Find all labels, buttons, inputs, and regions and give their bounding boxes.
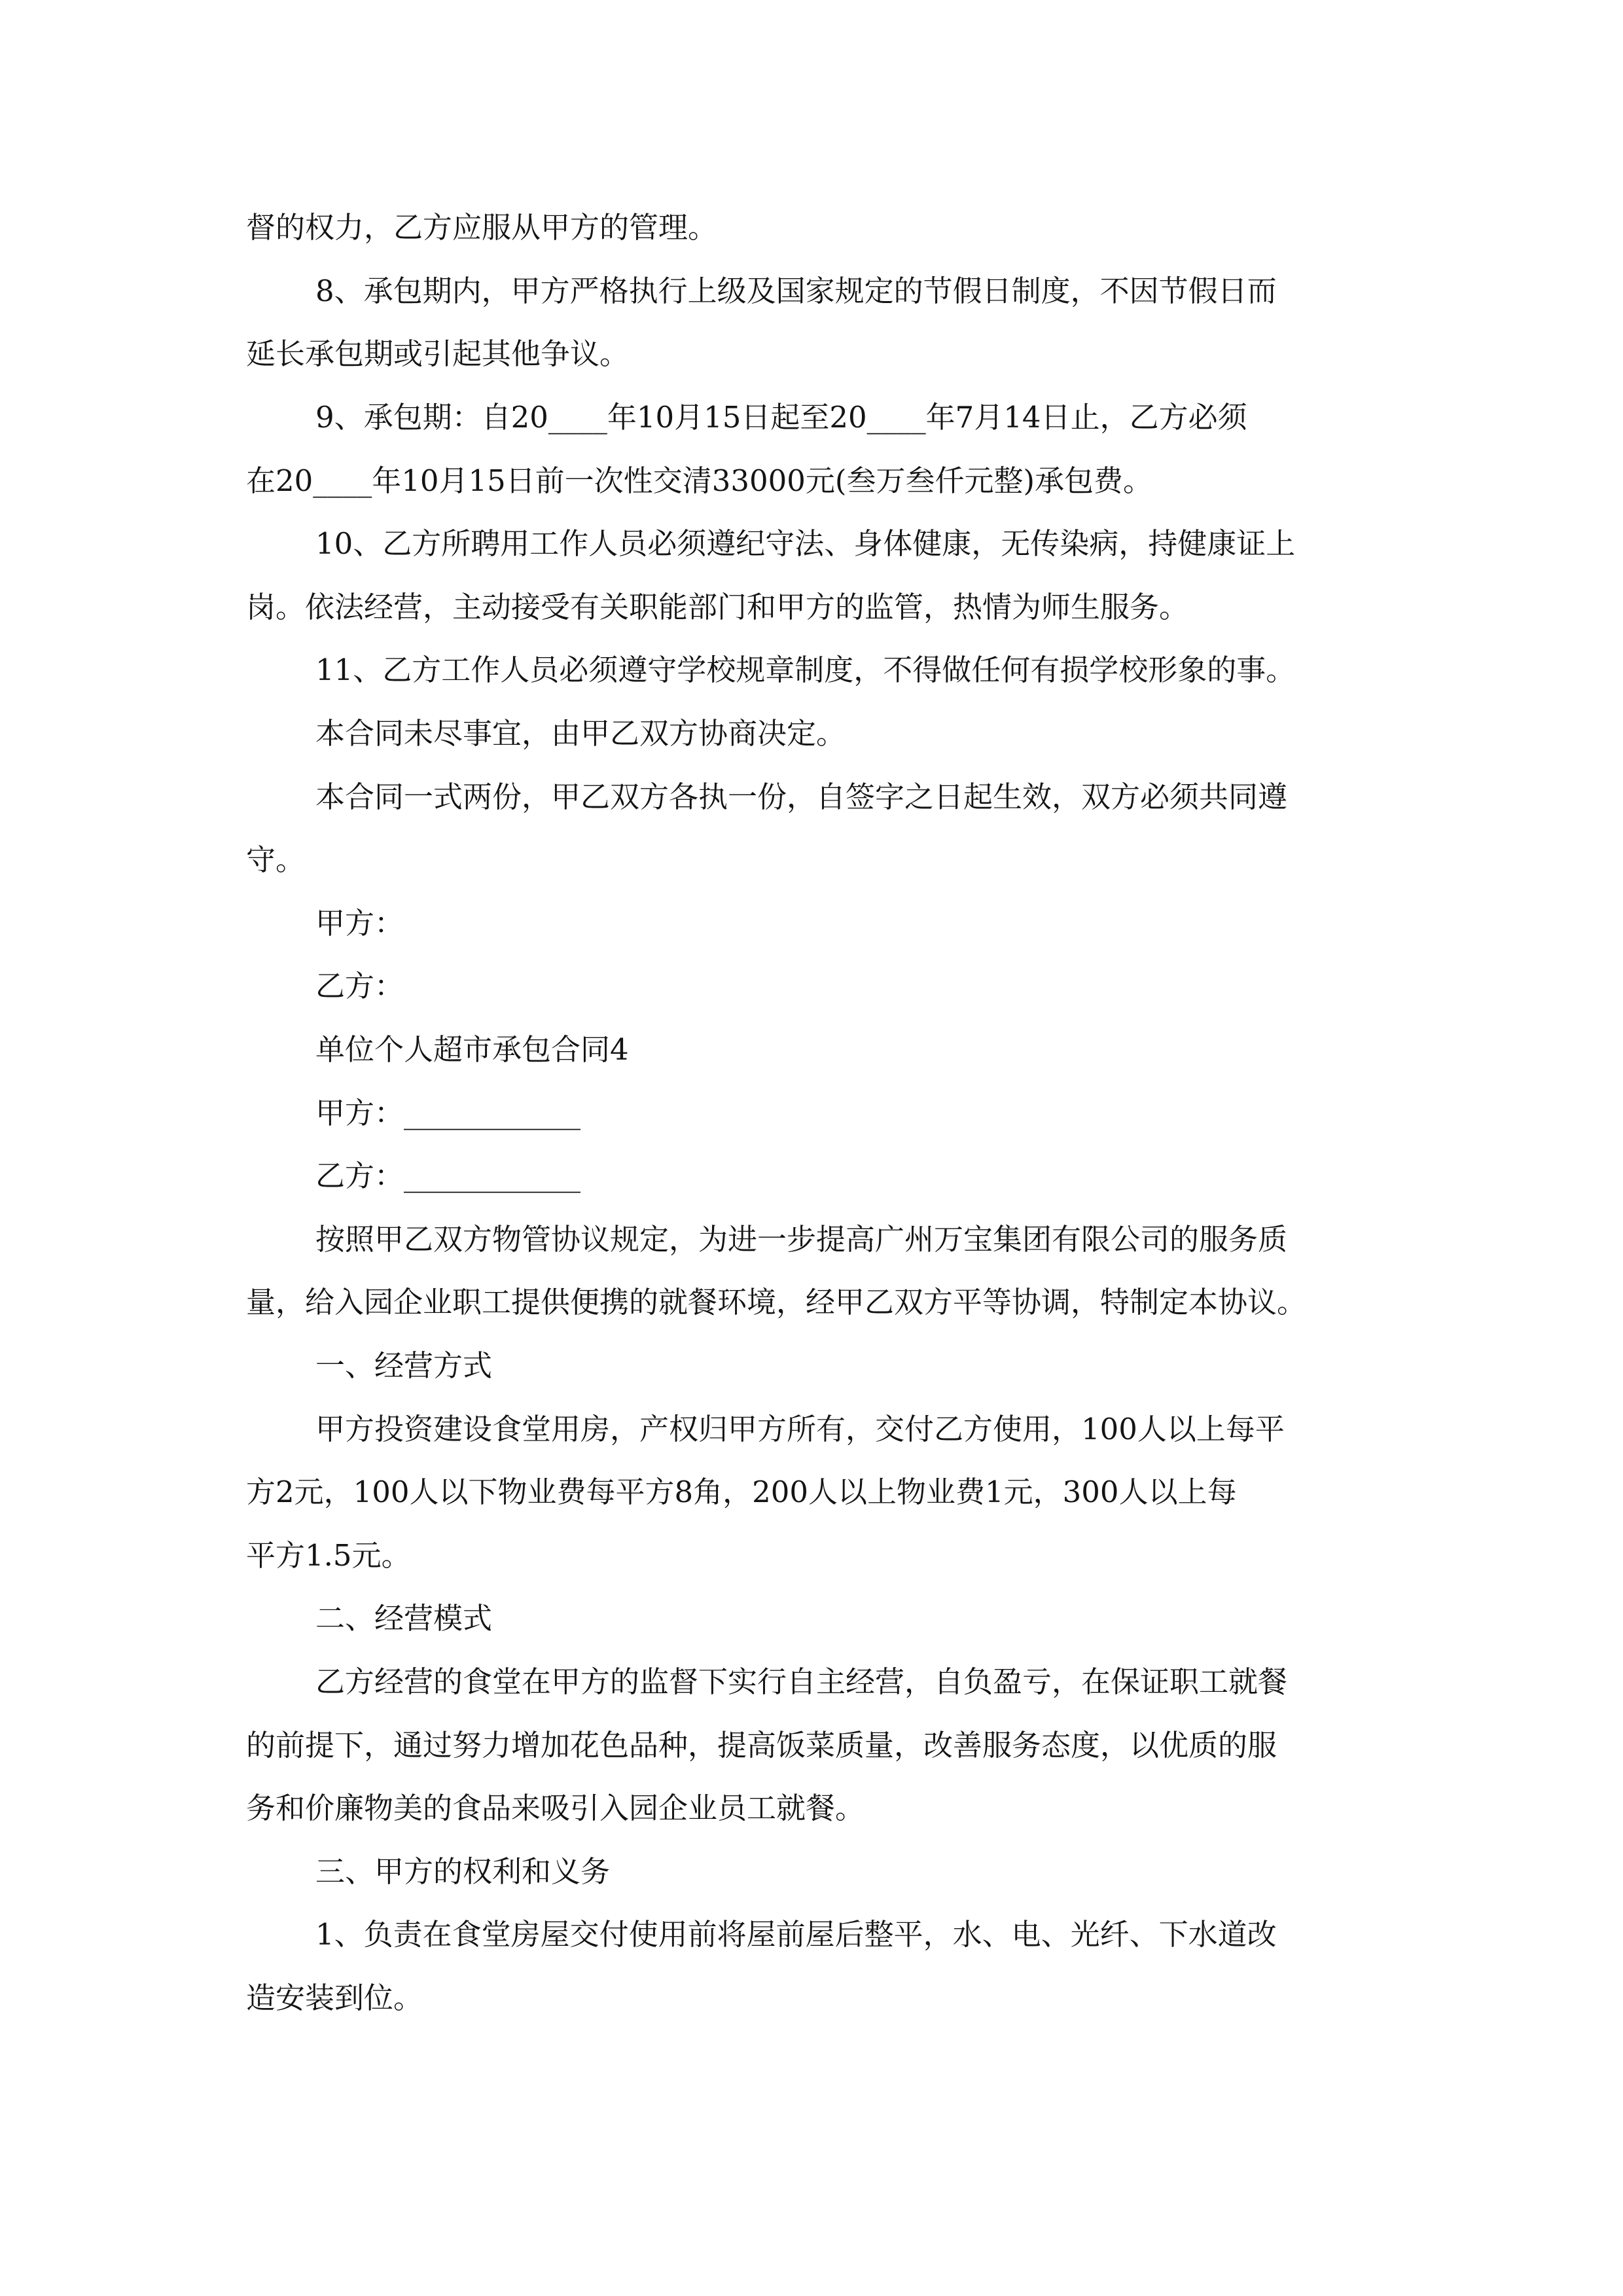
text-line: 1、负责在食堂房屋交付使用前将屋前屋后整平，水、电、光纤、下水道改 — [315, 1917, 1277, 1952]
section-heading-1: 一、经营方式 — [315, 1348, 493, 1383]
party-b-signature-label: 乙方： — [315, 969, 404, 1003]
section-heading-3: 三、甲方的权利和义务 — [315, 1854, 611, 1889]
text-line: 方2元，100人以下物业费每平方8角，200人以上物业费1元，300人以上每 — [246, 1475, 1237, 1509]
text-line: 在20____年10月15日前一次性交清33000元(叁万叁仟元整)承包费。 — [246, 463, 1153, 498]
clause-10-line: 10、乙方所聘用工作人员必须遵纪守法、身体健康，无传染病，持健康证上 — [315, 526, 1296, 561]
text-line: 乙方经营的食堂在甲方的监督下实行自主经营，自负盈亏，在保证职工就餐 — [315, 1664, 1288, 1699]
text-line: 岗。依法经营，主动接受有关职能部门和甲方的监管，热情为师生服务。 — [246, 590, 1189, 624]
party-a-signature-label: 甲方： — [315, 906, 404, 941]
section-heading-2: 二、经营模式 — [315, 1601, 493, 1636]
clause-9-line: 9、承包期：自20____年10月15日起至20____年7月14日止，乙方必须 — [315, 400, 1247, 435]
clause-8-line: 8、承包期内，甲方严格执行上级及国家规定的节假日制度，不因节假日而 — [315, 274, 1277, 308]
text-line: 督的权力，乙方应服从甲方的管理。 — [246, 210, 718, 245]
text-line: 延长承包期或引起其他争议。 — [246, 336, 630, 371]
clause-11-line: 11、乙方工作人员必须遵守学校规章制度，不得做任何有损学校形象的事。 — [315, 653, 1296, 687]
text-line: 的前提下，通过努力增加花色品种，提高饭菜质量，改善服务态度，以优质的服 — [246, 1728, 1277, 1763]
text-line: 造安装到位。 — [246, 1981, 423, 2015]
contract-title: 单位个人超市承包合同4 — [315, 1032, 629, 1067]
text-line: 量，给入园企业职工提供便携的就餐环境，经甲乙双方平等协调，特制定本协议。 — [246, 1285, 1307, 1319]
text-line: 本合同一式两份，甲乙双方各执一份，自签字之日起生效，双方必须共同遵 — [315, 780, 1288, 814]
text-line: 守。 — [246, 842, 306, 877]
text-line: 本合同未尽事宜，由甲乙双方协商决定。 — [315, 716, 846, 751]
party-b-field: 乙方：____________ — [315, 1158, 581, 1193]
text-line: 甲方投资建设食堂用房，产权归甲方所有，交付乙方使用，100人以上每平 — [315, 1412, 1285, 1446]
party-a-field: 甲方：____________ — [315, 1096, 581, 1130]
text-line: 平方1.5元。 — [246, 1538, 411, 1573]
text-line: 务和价廉物美的食品来吸引入园企业员工就餐。 — [246, 1791, 865, 1825]
preamble-line: 按照甲乙双方物管协议规定，为进一步提高广州万宝集团有限公司的服务质 — [315, 1222, 1288, 1257]
